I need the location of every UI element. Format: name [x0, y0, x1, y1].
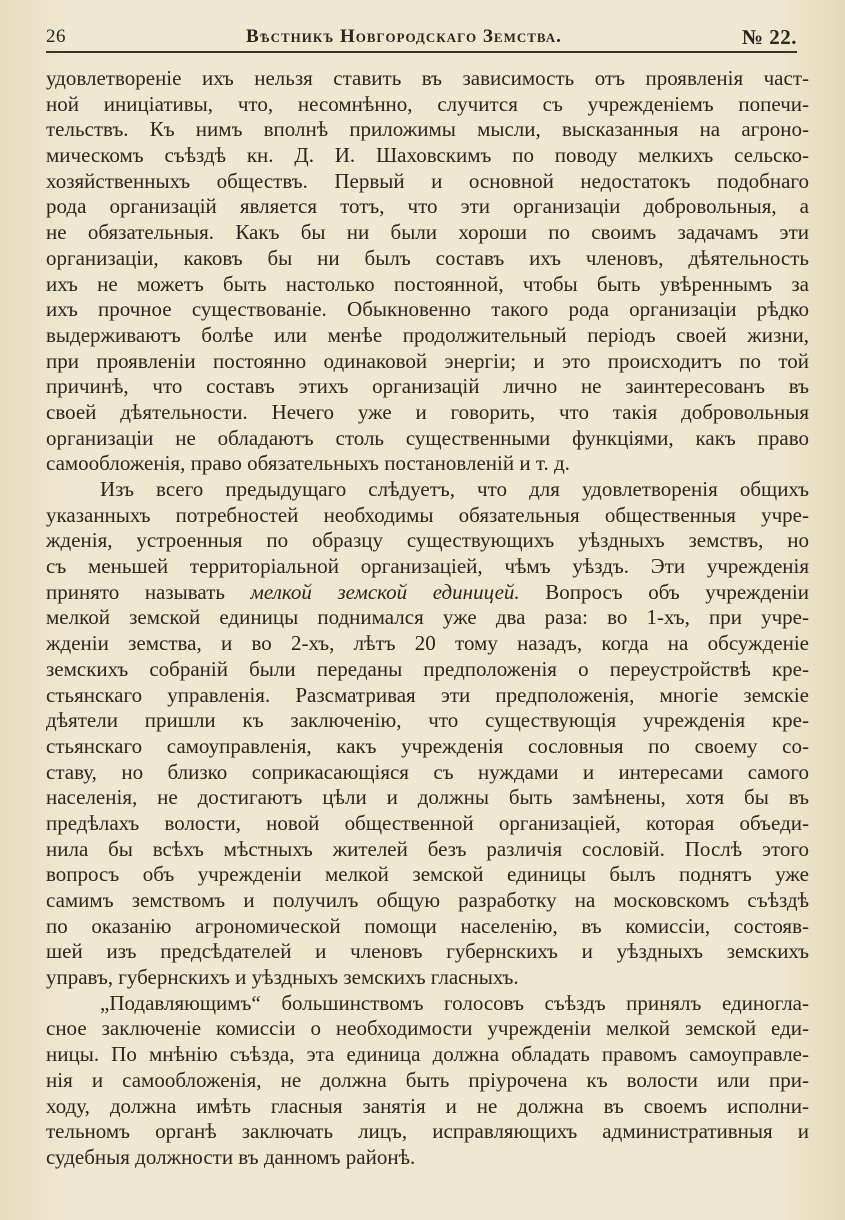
line-text: ихъ прочное существованіе. Обыкновенно такого рода организаціи рѣдко	[46, 297, 809, 322]
text-line	[46, 169, 809, 195]
text-line	[46, 323, 809, 349]
text-line	[46, 1119, 809, 1145]
text-line	[46, 451, 809, 477]
line-text: организаціи, каковъ бы ни былъ составъ ихъ членовъ, дѣятельность	[46, 245, 809, 270]
text-line	[46, 760, 809, 786]
line-text: судебныя должности въ данномъ районѣ.	[46, 1144, 416, 1169]
text-line	[46, 477, 809, 503]
text-line	[46, 939, 809, 965]
text-line	[46, 580, 809, 606]
line-text: ходу, должна имѣть гласныя занятія и не должна въ своемъ исполни-	[46, 1093, 809, 1118]
line-text: указанныхъ потребностей необходимы обязательныя общественныя учре-	[46, 502, 809, 527]
page-header	[46, 22, 797, 52]
line-text: выдерживаютъ болѣе или менѣе продолжительный періодъ своей жизни,	[46, 322, 809, 347]
line-text: ставу, но близко соприкасающіяся съ нуждами и интересами самого	[46, 759, 809, 784]
text-line	[46, 914, 809, 940]
line-text: мическомъ съѣздѣ кн. Д. И. Шаховскимъ по поводу мелкихъ сельско-	[46, 143, 809, 168]
line-text: нила бы всѣхъ мѣстныхъ жителей безъ различія сословій. Послѣ этого	[46, 836, 809, 861]
line-text: удовлетвореніе ихъ нельзя ставить въ зависимость отъ проявленія част-	[46, 66, 809, 90]
line-text: мелкой земской единицы поднимался уже два раза: во 1-хъ, при учре-	[46, 605, 809, 630]
text-line	[46, 66, 809, 92]
line-text: Изъ всего предыдущаго слѣдуетъ, что для удовлетворенія общихъ	[100, 477, 809, 501]
text-line	[46, 1042, 809, 1068]
line-text: шей изъ предсѣдателей и членовъ губернскихъ и уѣздныхъ земскихъ	[46, 939, 809, 964]
text-line	[46, 837, 809, 863]
line-text: управъ, губернскихъ и уѣздныхъ земскихъ гласныхъ.	[46, 965, 519, 990]
text-line	[46, 272, 809, 298]
text-line	[46, 605, 809, 631]
text-line	[46, 708, 809, 734]
line-text: предѣлахъ волости, новой общественной организаціей, которая объеди-	[46, 810, 809, 835]
text-line	[46, 888, 809, 914]
text-line	[46, 400, 809, 426]
text-line	[46, 246, 809, 272]
line-text: организаціи не обладаютъ столь существенными функціями, какъ право	[46, 425, 809, 450]
text-line	[46, 554, 809, 580]
text-line	[46, 426, 809, 452]
body-text	[46, 66, 809, 1171]
line-text: нія и самообложенія, не должна быть пріурочена къ волости или при-	[46, 1067, 809, 1092]
line-text: хозяйственныхъ обществъ. Первый и основной недостатокъ подобнаго	[46, 168, 809, 193]
header-rule	[46, 51, 797, 53]
text-line	[46, 657, 809, 683]
line-text: не обязательныя. Какъ бы ни были хороши по своимъ задачамъ эти	[46, 220, 809, 245]
text-line	[46, 1145, 809, 1171]
italic-term: мелкой земской единицей.	[250, 579, 520, 604]
line-text: принято называть	[46, 579, 225, 604]
text-line	[46, 1016, 809, 1042]
text-line	[46, 194, 809, 220]
text-line	[46, 683, 809, 709]
line-text: стьянскаго управленія. Разсматривая эти предположенія, многіе земскіе	[46, 682, 809, 707]
line-text: съ меньшей территоріальной организаціей, чѣмъ уѣздъ. Эти учрежденія	[46, 554, 809, 579]
text-line	[46, 349, 809, 375]
line-text: рода организацій является тотъ, что эти организаціи добровольныя, а	[46, 194, 809, 219]
text-line	[46, 631, 809, 657]
text-line	[46, 117, 809, 143]
line-text: ницы. По мнѣнію съѣзда, эта единица должна обладать правомъ самоуправле-	[46, 1042, 809, 1067]
text-line	[46, 528, 809, 554]
text-line	[46, 811, 809, 837]
text-line	[46, 92, 809, 118]
page-number: 26	[46, 26, 66, 47]
line-text: жденія, устроенныя по образцу существующихъ уѣздныхъ земствъ, но	[46, 528, 809, 553]
text-line	[46, 1068, 809, 1094]
line-text: земскихъ собраній были переданы предположенія о переустройствѣ кре-	[46, 656, 809, 681]
text-line	[46, 1094, 809, 1120]
line-text: дѣятели пришли къ заключенію, что существующія учрежденія кре-	[46, 708, 809, 733]
text-line	[46, 220, 809, 246]
text-line	[46, 143, 809, 169]
issue-number: № 22.	[741, 24, 797, 49]
text-line	[46, 862, 809, 888]
line-text: самимъ земствомъ и получилъ общую разработку на московскомъ съѣздѣ	[46, 888, 809, 912]
line-text: стьянскаго самоуправленія, какъ учрежденія сословныя по своему со-	[46, 733, 809, 758]
text-line	[46, 297, 809, 323]
line-text: самообложенія, право обязательныхъ постановленій и т. д.	[46, 451, 570, 476]
text-line	[46, 785, 809, 811]
line-text: сное заключеніе комиссіи о необходимости учрежденіи мелкой земской еди-	[46, 1016, 809, 1041]
line-text: тельствъ. Къ нимъ вполнѣ приложимы мысли, высказанныя на агроно-	[46, 117, 809, 142]
line-text: при проявленіи постоянно одинаковой энергіи; и это происходитъ по той	[46, 348, 809, 373]
journal-title: Вѣстникъ Новгородскаго Земства.	[245, 26, 562, 47]
line-text: причинѣ, что составъ этихъ организацій лично не заинтересованъ въ	[46, 374, 809, 399]
text-line	[46, 991, 809, 1017]
line-text: тельномъ органѣ заключать лицъ, исправляющихъ административныя и	[46, 1119, 809, 1144]
line-text: ихъ не можетъ быть настолько постоянной, чтобы быть увѣреннымъ за	[46, 271, 809, 296]
line-text: вопросъ объ учрежденіи мелкой земской единицы былъ поднятъ уже	[46, 862, 809, 887]
line-text: населенія, не достигаютъ цѣли и должны быть замѣнены, хотя бы въ	[46, 785, 809, 810]
line-text: ной иниціативы, что, несомнѣнно, случится съ учрежденіемъ попечи-	[46, 91, 809, 116]
text-line	[46, 503, 809, 529]
line-text-continued: Вопросъ объ учрежденіи	[545, 579, 809, 604]
text-line	[46, 965, 809, 991]
line-text: жденіи земства, и во 2-хъ, лѣтъ 20 тому назадъ, когда на обсужденіе	[46, 631, 809, 656]
text-line	[46, 734, 809, 760]
line-text: по оказанію агрономической помощи населенію, въ комиссіи, состояв-	[46, 913, 809, 938]
text-line	[46, 374, 809, 400]
line-text: своей дѣятельности. Нечего уже и говорить, что такія добровольныя	[46, 399, 809, 424]
line-text: „Подавляющимъ“ большинствомъ голосовъ съѣздъ принялъ единогла-	[100, 990, 809, 1015]
